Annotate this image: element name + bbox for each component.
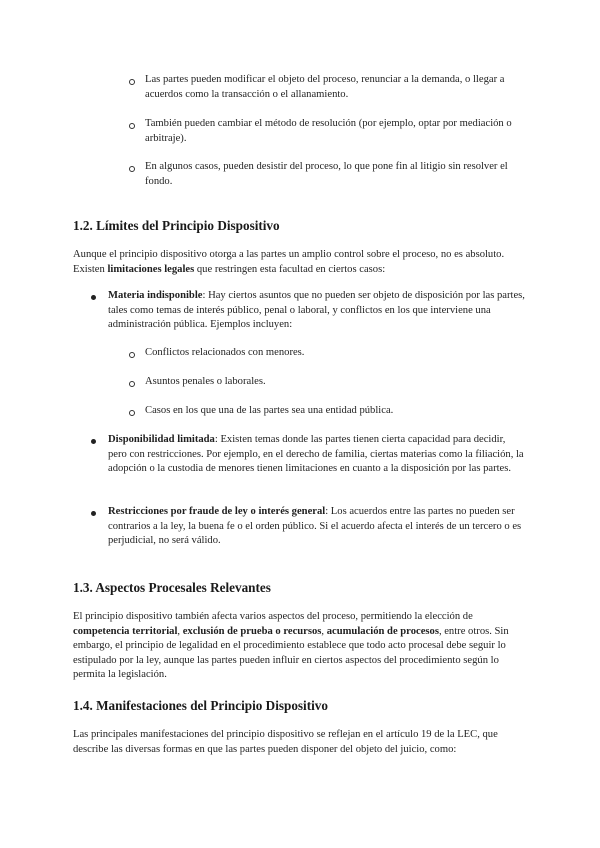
list-item: Conflictos relacionados con menores. [145, 347, 305, 358]
list-item: Asuntos penales o laborales. [145, 376, 266, 387]
paragraph: Las principales manifestaciones del principio dispositivo se reflejan en el artículo 19 de la LEC, que describe las diversas formas en que las partes pueden disponer del objeto del juicio, como: [73, 729, 498, 755]
hollow-bullet-icon [129, 352, 135, 358]
hollow-bullet-icon [129, 410, 135, 416]
paragraph: El principio dispositivo también afecta varios aspectos del proceso, permitiendo la elección de competencia territorial, exclusión de prueba o recursos, acumulación de procesos, entre otros. Sin embargo, el principio de legalidad en el procedimiento establece que todo acto procesal debe seguir lo estipulado por la ley, aunque las partes pueden influir en ciertos aspectos del procedimiento según lo permita la legislación. [73, 611, 509, 681]
list-item: Restricciones por fraude de ley o interés general: Los acuerdos entre las partes no pueden ser contrarios a la ley, la buena fe o el orden público. Si el acuerdo afecta el interés de un tercero o es perjudicial, no será válido. [108, 506, 522, 547]
section-heading: 1.4. Manifestaciones del Principio Dispositivo [73, 698, 328, 713]
section-heading: 1.2. Límites del Principio Dispositivo [73, 218, 280, 233]
list-item: Materia indisponible: Hay ciertos asuntos que no pueden ser objeto de disposición por las partes, tales como temas de interés público, penal o laboral, y conflictos en los que interviene una administración pública. Ejemplos incluyen: [108, 290, 525, 331]
filled-bullet-icon [91, 439, 96, 444]
list-item: Las partes pueden modificar el objeto del proceso, renunciar a la demanda, o llegar a acuerdos como la transacción o el allanamiento. [145, 74, 505, 100]
list-item: Casos en los que una de las partes sea una entidad pública. [145, 405, 394, 416]
hollow-bullet-icon [129, 166, 135, 172]
section-heading: 1.3. Aspectos Procesales Relevantes [73, 580, 271, 595]
hollow-bullet-icon [129, 79, 135, 85]
paragraph: Aunque el principio dispositivo otorga a las partes un amplio control sobre el proceso, no es absoluto. Existen limitaciones legales que restringen esta facultad en ciertos casos: [73, 249, 505, 275]
list-item: Disponibilidad limitada: Existen temas donde las partes tienen cierta capacidad para decidir, pero con restricciones. Por ejemplo, en el derecho de familia, ciertas materias como la filiación, la adopción o la custodia de menores tienen limitaciones en cuanto a la disposición por las partes. [108, 434, 524, 475]
filled-bullet-icon [91, 295, 96, 300]
hollow-bullet-icon [129, 381, 135, 387]
filled-bullet-icon [91, 511, 96, 516]
list-item: En algunos casos, pueden desistir del proceso, lo que pone fin al litigio sin resolver el fondo. [145, 161, 508, 187]
hollow-bullet-icon [129, 123, 135, 129]
list-item: También pueden cambiar el método de resolución (por ejemplo, optar por mediación o arbitraje). [145, 118, 512, 144]
